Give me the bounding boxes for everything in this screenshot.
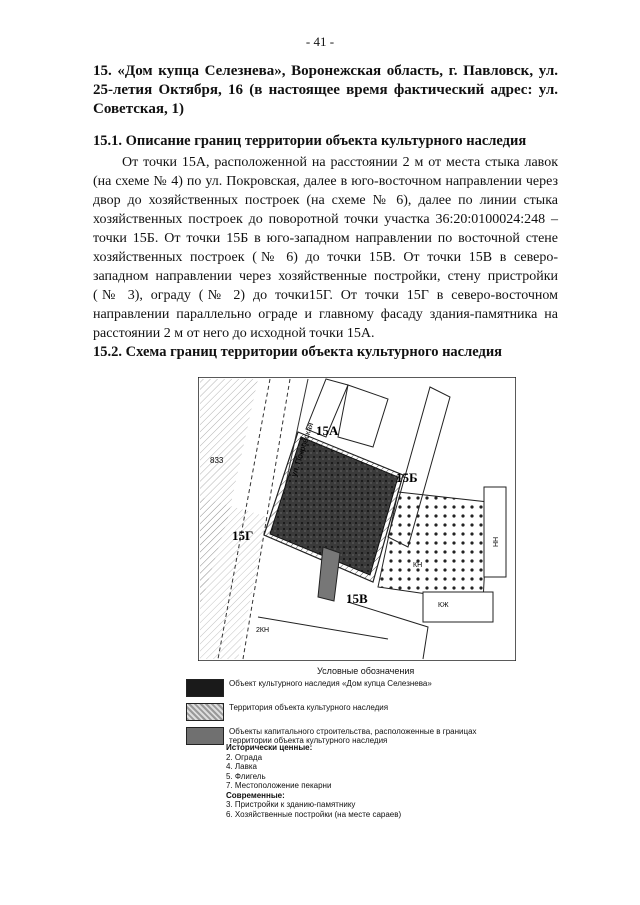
point-15b: 15Б — [396, 470, 418, 485]
historic-item: 5. Флигель — [226, 771, 266, 781]
point-15a: 15А — [316, 423, 339, 438]
legend-label: Территория объекта культурного наследия — [229, 703, 389, 712]
legend-swatch-object — [186, 679, 224, 697]
modern-item: 3. Пристройки к зданию-памятнику — [226, 800, 356, 809]
label-2kn: 2КН — [256, 627, 270, 634]
legend-item — [186, 678, 506, 698]
section-1-title: 15.1. Описание границ территории объекта культурного наследия — [93, 133, 527, 149]
section-2-title: 15.2. Схема границ территории объекта культурного наследия — [93, 344, 503, 360]
boundary-scheme-map — [198, 377, 516, 661]
courtyard-area — [378, 492, 488, 602]
historic-item: 4. Лавка — [226, 762, 257, 771]
legend-label: Объект культурного наследия «Дом купца Селезнева» — [229, 679, 432, 688]
street-label: ул. Покровская — [289, 421, 316, 478]
historic-item: 2. Ограда — [226, 752, 263, 762]
legend-swatch-capital — [186, 727, 224, 745]
object-heading: 15. «Дом купца Селезнева», Воронежская область, г. Павловск, ул. 25-летия Октября, 16 (в настоящее время фактический адрес: ул. Советская, 1) — [93, 63, 558, 117]
historic-title: Исторически ценные: — [226, 743, 313, 752]
label-kn: КН — [413, 562, 423, 569]
historic-item: 7. Местоположение пекарни — [226, 781, 332, 790]
legend-notes — [226, 743, 401, 819]
point-15g: 15Г — [232, 528, 254, 543]
label-kzh: КЖ — [438, 602, 449, 609]
legend-item — [186, 702, 506, 722]
legend — [186, 678, 506, 750]
legend-title: Условные обозначения — [317, 666, 415, 676]
point-15v: 15В — [346, 591, 368, 606]
page-number: - 41 - — [305, 34, 335, 49]
legend-label: Объекты капитального строительства, расположенные в границах территории объекта культурного наследия — [229, 727, 477, 745]
modern-title: Современные: — [226, 790, 285, 800]
modern-item: 6. Хозяйственные постройки (на месте сараев) — [226, 809, 402, 819]
label-833: 833 — [210, 456, 224, 465]
legend-swatch-territory — [186, 703, 224, 721]
section-1-text: От точки 15А, расположенной на расстоянии 2 м от места стыка лавок (на схеме № 4) по ул. Покровская, далее в юго-восточном направлении через двор до хозяйственных построек (на схеме № 6), далее по линии стыка хозяйственных построек до поворотной точки участка 36:20:0100024:248 – точки 15Б. От точки 15Б в юго-западном направлении по восточной стене хозяйственных построек (№ 6) до точки 15В. От точки 15В в северо-западном направлении через хозяйственные постройки, стену пристройки (№ 3), ограду (№ 2) до точки15Г. От точки 15Г в северо-восточном направлении параллельно ограде и главному фасаду здания-памятника на расстоянии 2 м от него до исходной точки 15А. — [93, 155, 558, 341]
label-nn: НН — [493, 536, 500, 547]
